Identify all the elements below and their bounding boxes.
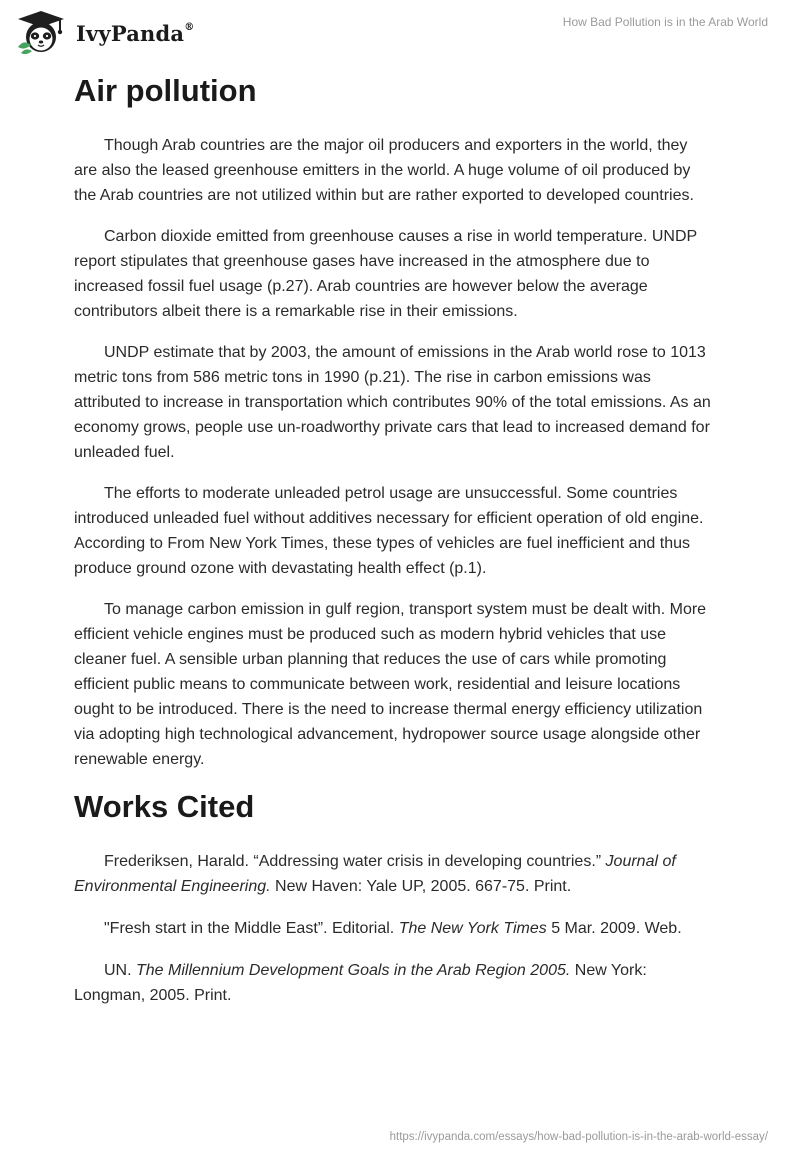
works-cited-list	[74, 849, 714, 1008]
page-header	[0, 0, 800, 62]
paragraph: The efforts to moderate unleaded petrol usage are unsuccessful. Some countries introduced unleaded fuel without additives necessary for efficient operation of old engine. According to From New York Times, these types of vehicles are fuel inefficient and thus produce ground ozone with devastating health effect (p.1).	[74, 485, 704, 577]
citation: UN. The Millennium Development Goals in the Arab Region 2005. New York: Longman, 2005. Print.	[74, 962, 647, 1004]
citation: "Fresh start in the Middle East”. Editorial. The New York Times 5 Mar. 2009. Web.	[104, 920, 682, 937]
essay-body	[74, 72, 714, 1025]
document-title: How Bad Pollution is in the Arab World	[562, 15, 768, 29]
brand-name: IvyPanda®	[76, 21, 195, 46]
section-heading-air-pollution: Air pollution	[74, 73, 257, 108]
paragraph: UNDP estimate that by 2003, the amount of emissions in the Arab world rose to 1013 metric tons from 586 metric tons in 1990 (p.21). The rise in carbon emissions was attributed to increase in transportation which contributes 90% of the total emissions. As an economy grows, people use un-roadworthy private cars that lead to increased demand for unleaded fuel.	[74, 344, 711, 461]
panda-logo-icon	[14, 9, 68, 55]
paragraph: Though Arab countries are the major oil producers and exporters in the world, they are also the leased greenhouse emitters in the world. A huge volume of oil produced by the Arab countries are not utilized within but are rather exported to developed countries.	[74, 137, 694, 204]
paragraph: Carbon dioxide emitted from greenhouse causes a rise in world temperature. UNDP report stipulates that greenhouse gases have increased in the atmosphere due to increased fossil fuel usage (p.27). Arab countries are however below the average contributors albeit there is a remarkable rise in their emissions.	[74, 228, 697, 320]
section-heading-works-cited: Works Cited	[74, 789, 255, 824]
paragraph: To manage carbon emission in gulf region, transport system must be dealt with. More efficient vehicle engines must be produced such as modern hybrid vehicles that use cleaner fuel. A sensible urban planning that reduces the use of cars while promoting efficient public means to communicate between work, residential and leisure locations ought to be introduced. There is the need to increase thermal energy efficiency utilization via adopting high technological advancement, hydropower source usage alongside other renewable energy.	[74, 601, 707, 768]
brand-logo[interactable]	[14, 9, 214, 57]
source-url[interactable]: https://ivypanda.com/essays/how-bad-pollution-is-in-the-arab-world-essay/	[389, 1131, 768, 1143]
citation: Frederiksen, Harald. “Addressing water crisis in developing countries.” Journal of Environmental Engineering. New Haven: Yale UP, 2005. 667-75. Print.	[74, 853, 676, 895]
